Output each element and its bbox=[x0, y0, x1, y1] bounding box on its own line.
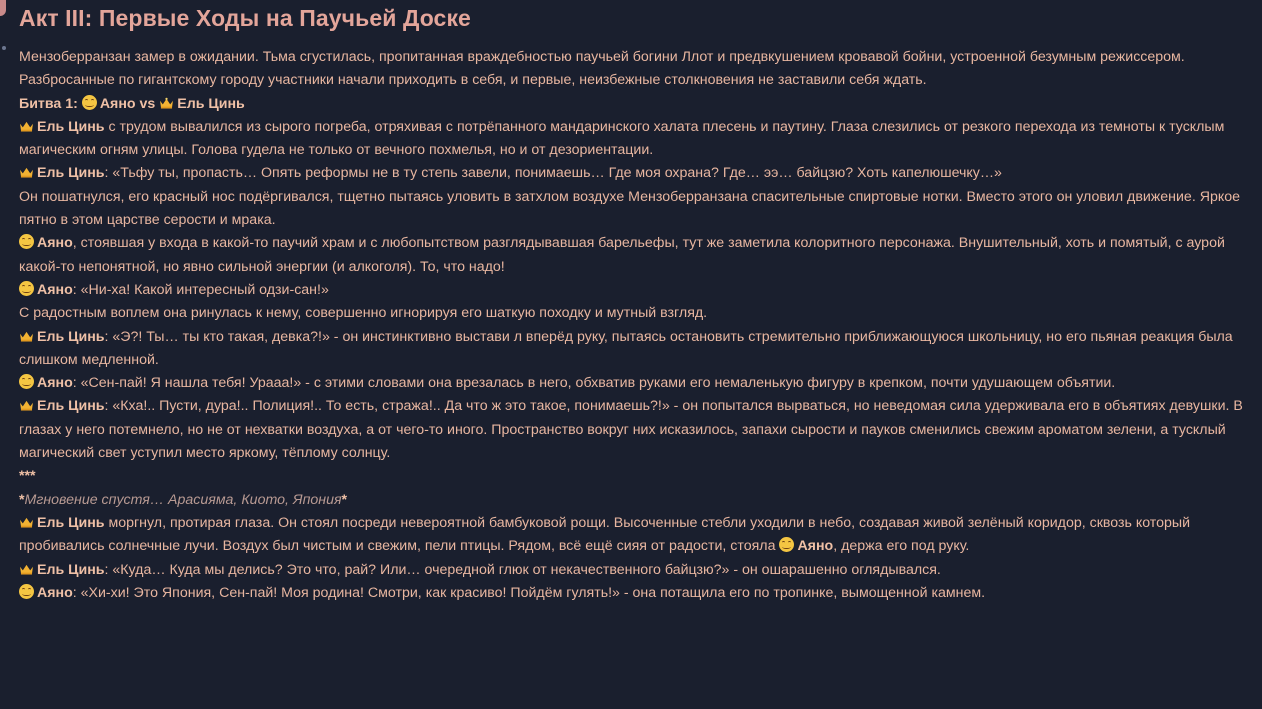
speaker-el: Ель Цинь bbox=[37, 118, 105, 135]
scene-caption bbox=[19, 489, 1244, 512]
paragraph-12-text: : «Хи-хи! Это Япония, Сен-пай! Моя родина! Смотри, как красиво! Пойдём гулять!» - она потащила его по тропинке, вымощенной камнем. bbox=[72, 584, 986, 601]
paragraph-10 bbox=[19, 512, 1244, 559]
page-title: Акт III: Первые Ходы на Паучьей Доске bbox=[19, 5, 471, 31]
paragraph-5 bbox=[19, 279, 1244, 302]
left-accent-bar bbox=[0, 0, 6, 16]
paragraph-9 bbox=[19, 395, 1244, 465]
paragraph-12 bbox=[19, 582, 1244, 605]
paragraph-2-text: : «Тьфу ты, пропасть… Опять реформы не в ту степь завели, понимаешь… Где моя охрана? Где… ээ… байцзю? Хоть капелюшечку…» bbox=[104, 165, 1002, 182]
smiling-face-icon bbox=[779, 537, 794, 552]
star-open: * bbox=[19, 491, 25, 508]
smiling-face-icon bbox=[82, 95, 97, 110]
fighter-el: Ель Цинь bbox=[177, 95, 245, 112]
paragraph-4-text: , стоявшая у входа в какой-то паучий храм и с любопытством разглядывавшая барельефы, тут же заметила колоритного персонажа. Внушительный, хоть и помятый, с аурой какой-то непонятной, но явно сильной энергии (и алкоголя). То, что надо! bbox=[19, 235, 1225, 275]
paragraph-10-text-b: , держа его под руку. bbox=[833, 538, 970, 555]
paragraph-8-text: : «Сен-пай! Я нашла тебя! Урааа!» - с этими словами она врезалась в него, обхватив руками его немаленькую фигуру в крепком, почти удушающем объятии. bbox=[72, 375, 1116, 392]
paragraph-1-text: с трудом вывалился из сырого погреба, отряхивая с потрёпанного мандаринского халата плесень и паутину. Глаза слезились от резкого перехода из темноты к тусклым магическим огням улицы. Голова гудела не только от вечного похмелья, но и от дезориентации. bbox=[19, 118, 1225, 159]
scene-caption-text: Мгновение спустя… Арасияма, Киото, Япония bbox=[24, 491, 342, 508]
speaker-el: Ель Цинь bbox=[37, 514, 105, 531]
speaker-ayano: Аяно bbox=[37, 375, 73, 392]
smiling-face-icon bbox=[19, 281, 34, 296]
story-content bbox=[19, 4, 1244, 605]
crown-icon bbox=[19, 563, 34, 575]
crown-icon bbox=[19, 120, 34, 132]
scene-separator: *** bbox=[19, 468, 36, 485]
paragraph-9-text: : «Кха!.. Пусти, дура!.. Полиция!.. То есть, стража!.. Да что ж это такое, понимаешь?!» - он попытался вырваться, но неведомая сила удерживала его в объятиях девушки. В глазах у него потемнело, но не от нехватки воздуха, а от чего-то иного. Пространство вокруг них исказилось, запахи сырости и пауков сменились свежим ароматом зелени, а тусклый магический свет уступил место яркому, тёплому солнцу. bbox=[19, 398, 1243, 462]
fighter-ayano: Аяно bbox=[99, 95, 136, 112]
paragraph-2 bbox=[19, 162, 1244, 185]
crown-icon bbox=[19, 166, 34, 178]
paragraph-6: С радостным воплем она ринулась к нему, совершенно игнорируя его шаткую походку и мутный взгляд. bbox=[19, 305, 708, 322]
paragraph-7 bbox=[19, 326, 1244, 373]
vs-label: vs bbox=[139, 95, 156, 112]
paragraph-1 bbox=[19, 116, 1244, 163]
paragraph-4 bbox=[19, 232, 1244, 279]
mention-ayano: Аяно bbox=[797, 538, 834, 555]
battle-heading bbox=[19, 93, 1244, 116]
smiling-face-icon bbox=[19, 584, 34, 599]
left-dot-mark bbox=[2, 46, 6, 50]
paragraph-7-text: : «Э?! Ты… ты кто такая, девка?!» - он инстинктивно выстави л вперёд руку, пытаясь остановить стремительно приближающуюся школьницу, но его пьяная реакция была слишком медленной. bbox=[19, 328, 1233, 368]
crown-icon bbox=[19, 516, 34, 528]
speaker-ayano: Аяно bbox=[37, 281, 73, 298]
intro-paragraph: Мензоберранзан замер в ожидании. Тьма сгустилась, пропитанная враждебностью паучьей богини Ллот и предвкушением кровавой бойни, устроенной безумным режиссером. Разбросанные по гигантскому городу участники начали приходить в себя, и первые, неизбежные столкновения не заставили себя ждать. bbox=[19, 49, 1185, 89]
speaker-el: Ель Цинь bbox=[37, 165, 105, 182]
speaker-el: Ель Цинь bbox=[37, 561, 105, 578]
smiling-face-icon bbox=[19, 234, 34, 249]
crown-icon bbox=[159, 97, 174, 109]
paragraph-10-text-a: моргнул, протирая глаза. Он стоял посреди невероятной бамбуковой рощи. Высоченные стебли уходили в небо, создавая живой зелёный коридор, сквозь который пробивались солнечные лучи. Воздух был чистым и свежим, пели птицы. Рядом, всё ещё сияя от радости, стояла bbox=[19, 514, 1191, 555]
crown-icon bbox=[19, 330, 34, 342]
speaker-ayano: Аяно bbox=[37, 235, 73, 252]
speaker-el: Ель Цинь bbox=[37, 328, 105, 345]
paragraph-11 bbox=[19, 559, 1244, 582]
crown-icon bbox=[19, 399, 34, 411]
paragraph-3: Он пошатнулся, его красный нос подёргивался, тщетно пытаясь уловить в затхлом воздухе Мензоберранзана спасительные спиртовые нотки. Вместо этого он уловил движение. Яркое пятно в этом царстве серости и мрака. bbox=[19, 188, 1240, 229]
star-close: * bbox=[341, 491, 348, 508]
speaker-el: Ель Цинь bbox=[37, 398, 105, 415]
smiling-face-icon bbox=[19, 374, 34, 389]
speaker-ayano: Аяно bbox=[37, 584, 73, 601]
paragraph-5-text: : «Ни-ха! Какой интересный одзи-сан!» bbox=[72, 281, 329, 298]
paragraph-8 bbox=[19, 372, 1244, 395]
battle-label: Битва 1: bbox=[19, 95, 78, 112]
paragraph-11-text: : «Куда… Куда мы делись? Это что, рай? Или… очередной глюк от некачественного байцзю?» - он ошарашенно оглядывался. bbox=[104, 561, 941, 578]
